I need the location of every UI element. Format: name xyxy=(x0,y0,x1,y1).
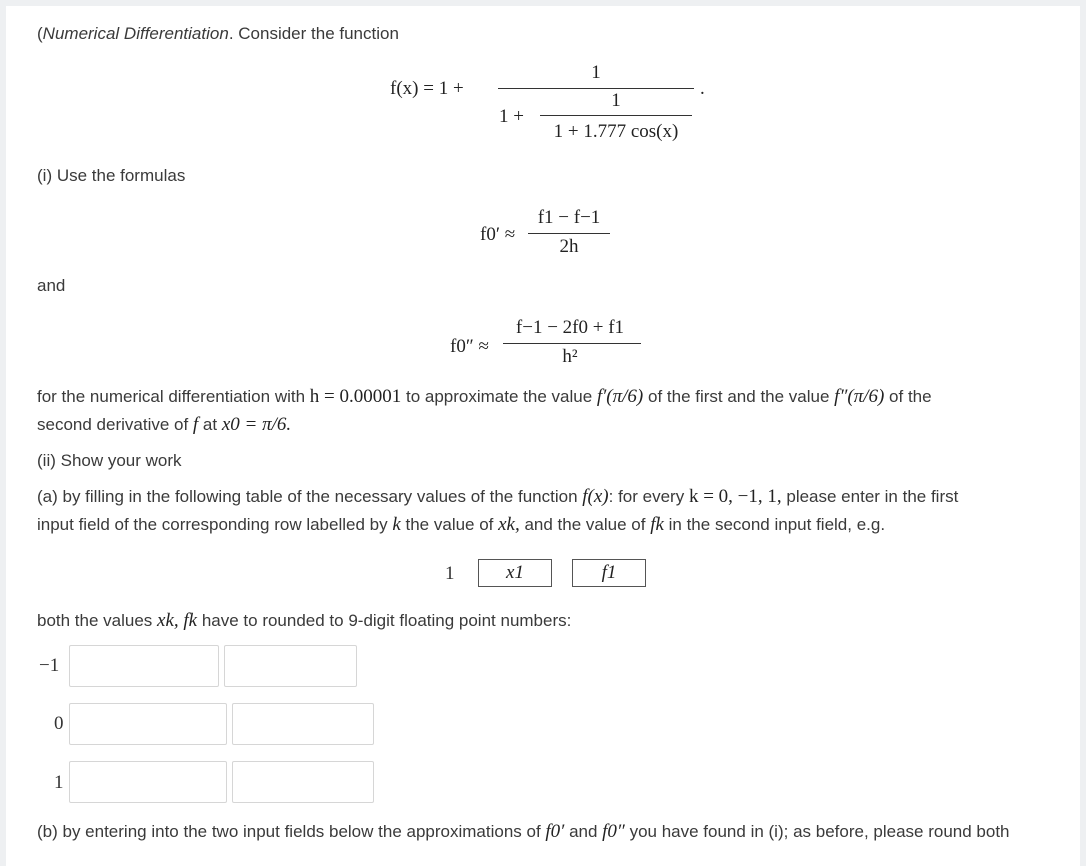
para-a-line1-c: please enter in the first xyxy=(781,487,959,506)
rounding-note xyxy=(37,610,571,632)
para-b-math-f0prime: f0′ xyxy=(545,821,565,842)
rounding-note-a: both the values xyxy=(37,611,158,630)
function-period: . xyxy=(700,78,705,99)
intro-suffix: . Consider the function xyxy=(228,24,399,43)
function-main-fraction-bar xyxy=(498,88,694,89)
rounding-note-math: xk, fk xyxy=(157,610,198,631)
para-a-line2-c: and the value of xyxy=(519,515,651,534)
para1-line1-a: for the numerical differentiation with xyxy=(37,387,310,406)
function-lhs: f(x) = 1 + xyxy=(390,78,464,99)
formula2-denominator: h² xyxy=(562,346,578,367)
function-inner-fraction-bar xyxy=(540,115,692,116)
para1-line1-c: of the first and the value xyxy=(643,387,835,406)
f-input-row-minus1[interactable] xyxy=(224,645,357,687)
para1-line2-b: at xyxy=(198,415,222,434)
x-input-row-minus1[interactable] xyxy=(69,645,219,687)
para-a-line2 xyxy=(37,514,885,536)
example-box-x: x1 xyxy=(478,559,552,587)
para1-line2 xyxy=(37,414,291,436)
para1-line1-b: to approximate the value xyxy=(401,387,597,406)
x-input-row-1[interactable] xyxy=(69,761,227,803)
formula1-denominator: 2h xyxy=(559,236,579,257)
para-a-math-k2: k xyxy=(392,514,401,535)
function-inner-denominator: 1 + 1.777 cos(x) xyxy=(553,121,679,142)
para1-line1-d: of the xyxy=(884,387,932,406)
example-row-label: 1 xyxy=(445,563,455,584)
formula2-numerator: f−1 − 2f0 + f1 xyxy=(515,317,625,338)
x-input-row-0[interactable] xyxy=(69,703,227,745)
para-a-line2-a: input field of the corresponding row labelled by xyxy=(37,515,393,534)
para-a-line1-b: : for every xyxy=(608,487,689,506)
table-row-label: 0 xyxy=(54,713,64,734)
function-numerator: 1 xyxy=(591,62,601,83)
formula2-fraction-bar xyxy=(503,343,641,344)
para1-line2-a: second derivative of xyxy=(37,415,193,434)
para1-math-x0: x0 = π/6. xyxy=(221,414,292,435)
formula2-lhs: f0″ ≈ xyxy=(450,336,489,357)
intro-line: (Numerical Differentiation. Consider the function xyxy=(37,24,399,43)
function-inner-numerator: 1 xyxy=(611,90,621,111)
table-row-label: 1 xyxy=(54,772,64,793)
f-input-row-1[interactable] xyxy=(232,761,374,803)
para-a-line1-a: (a) by filling in the following table of the necessary values of the function xyxy=(37,487,583,506)
para-b xyxy=(37,821,1010,843)
rounding-note-b: have to rounded to 9-digit floating point numbers: xyxy=(197,611,572,630)
intro-title: Numerical Differentiation xyxy=(42,24,229,43)
para-a-math-xk: xk, xyxy=(498,514,520,535)
para-b-c: you have found in (i); as before, please round both xyxy=(624,822,1010,841)
para-a-line2-d: in the second input field, e.g. xyxy=(663,515,886,534)
table-row-label: −1 xyxy=(39,655,60,676)
para-a-line2-b: the value of xyxy=(400,515,499,534)
para-b-a: (b) by entering into the two input fields below the approximations of xyxy=(37,822,546,841)
question-card xyxy=(6,6,1080,866)
para-a-math-k: k = 0, −1, 1, xyxy=(688,486,782,507)
formula1-lhs: f0′ ≈ xyxy=(480,224,516,245)
para-b-math-f0doubleprime: f0″ xyxy=(602,821,625,842)
para1-math-fdoubleprime: f″(π/6) xyxy=(834,386,885,407)
example-box-f: f1 xyxy=(572,559,646,587)
formula1-numerator: f1 − f−1 xyxy=(537,207,601,228)
para-a-line1 xyxy=(37,486,958,508)
f-input-row-0[interactable] xyxy=(232,703,374,745)
para-b-b: and xyxy=(564,822,603,841)
para1-math-fprime: f′(π/6) xyxy=(596,386,644,407)
para1-math-f: f xyxy=(192,414,199,435)
para-a-math-fk: fk xyxy=(650,514,664,535)
formula1-fraction-bar xyxy=(528,233,610,234)
para-a-math-fx: f(x) xyxy=(582,486,609,507)
function-inner-prefix: 1 + xyxy=(499,106,524,127)
and-label: and xyxy=(37,276,66,295)
para1-line1 xyxy=(37,386,932,408)
part-ii-label: (ii) Show your work xyxy=(37,451,182,470)
para1-math-h: h = 0.00001 xyxy=(309,386,402,407)
part-i-label: (i) Use the formulas xyxy=(37,166,186,185)
